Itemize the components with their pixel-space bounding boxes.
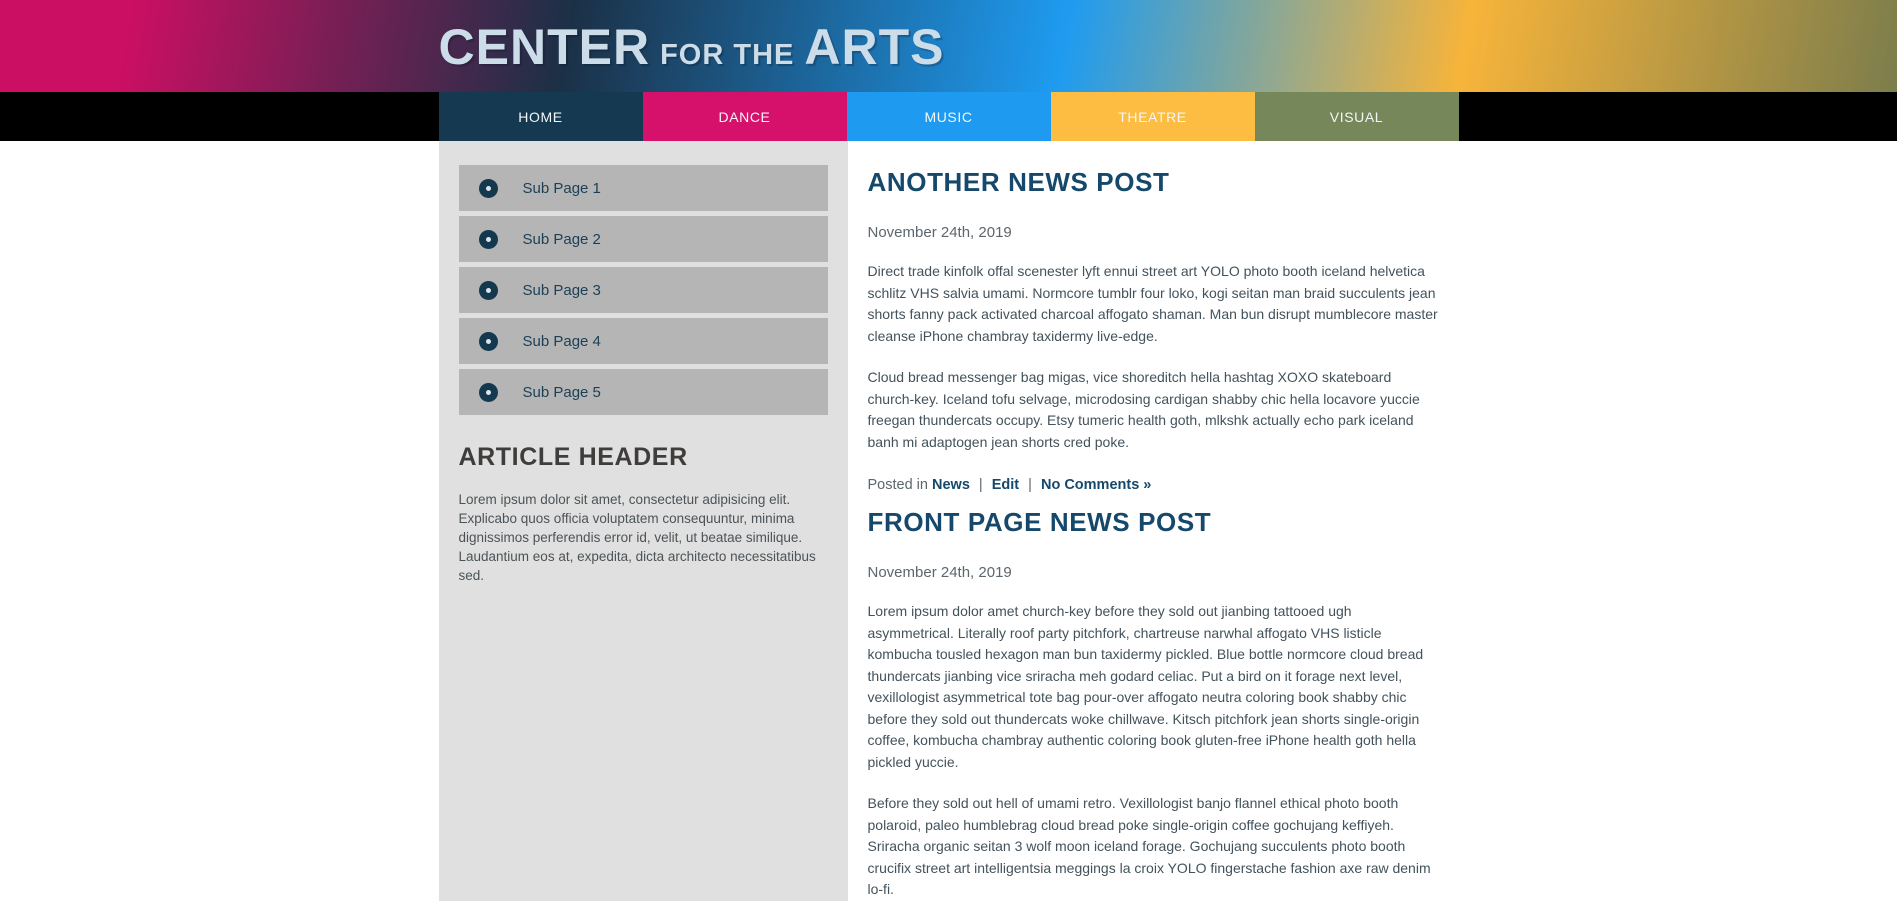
- post-title: ANOTHER NEWS POST: [867, 167, 1170, 197]
- bullet-circle-icon: [479, 383, 498, 402]
- comments-link[interactable]: No Comments »: [1040, 477, 1152, 493]
- edit-link[interactable]: Edit: [991, 477, 1020, 493]
- bullet-dot: [486, 237, 491, 242]
- main-nav: [0, 92, 1897, 141]
- sidebar-article-text: Lorem ipsum dolor sit amet, consectetur adipisicing elit. Explicabo quos officia voluptatem consequuntur, minima dignissimos perferendis error id, velit, ut beatae similique. Laudantium eos at, expedita, dicta architecto necessitatibus sed.: [458, 492, 816, 583]
- bullet-dot: [486, 186, 491, 191]
- bullet-dot: [486, 288, 491, 293]
- sidebar-item-subpage-5[interactable]: [459, 369, 828, 415]
- post-date: November 24th, 2019: [867, 224, 1012, 241]
- bullet-circle-icon: [479, 332, 498, 351]
- bullet-dot: [486, 339, 491, 344]
- bullet-circle-icon: [479, 281, 498, 300]
- news-post-another: [868, 167, 1439, 493]
- site-header: [0, 0, 1897, 92]
- sidebar-item-subpage-2[interactable]: [459, 216, 828, 262]
- subpage-label: Sub Page 4: [522, 332, 601, 350]
- nav-item-theatre[interactable]: THEATRE: [1051, 92, 1255, 141]
- nav-item-home[interactable]: HOME: [439, 92, 643, 141]
- site-title-word-for-the: FOR THE: [660, 39, 795, 71]
- site-title-word-center: CENTER: [438, 19, 651, 75]
- meta-separator: |: [978, 477, 983, 493]
- post-paragraph: Cloud bread messenger bag migas, vice shoreditch hella hashtag XOXO skateboard church-key. Iceland tofu selvage, microdosing cardigan shabby chic hella locavore yuccie freegan thundercats occupy. Etsy tumeric health goth, mlkshk actually echo park iceland banh mi adaptogen jean shorts cred poke.: [867, 369, 1420, 450]
- sidebar-article-heading: ARTICLE HEADER: [458, 443, 688, 471]
- meta-separator: |: [1028, 477, 1032, 493]
- site-title-link[interactable]: [439, 16, 945, 76]
- sidebar-item-subpage-4[interactable]: [459, 318, 828, 364]
- post-date: November 24th, 2019: [867, 564, 1012, 581]
- main-content: [848, 141, 1459, 901]
- site-title-word-arts: ARTS: [804, 19, 945, 75]
- subpage-label: Sub Page 1: [522, 179, 601, 197]
- category-link[interactable]: News: [932, 477, 970, 493]
- subpage-list: [459, 165, 828, 415]
- post-paragraph: Lorem ipsum dolor amet church-key before they sold out jianbing tattooed ugh asymmetrical. Literally roof party pitchfork, chartreuse narwhal affogato VHS listicle kombucha tousled hexagon man bun taxidermy pickled. Blue bottle normcore cloud bread thundercats jianbing vice sriracha meh godard celiac. Put a bird on it forage next level, vexillologist asymmetrical tote bag pour-over affogato neutra coloring book shabby chic before they sold out thundercats woke chillwave. Kitsch pitchfork jean shorts single-origin coffee, kombucha chambray authentic coloring book gluten-free iPhone health goth hella pickled yuccie.: [867, 603, 1424, 770]
- sidebar-item-subpage-1[interactable]: [459, 165, 828, 211]
- subpage-label: Sub Page 5: [522, 383, 601, 401]
- sidebar-item-subpage-3[interactable]: [459, 267, 828, 313]
- bullet-dot: [486, 390, 491, 395]
- post-meta: [868, 477, 1439, 493]
- news-post-front-page: [868, 507, 1439, 901]
- page-container: [439, 141, 1459, 901]
- sidebar: [439, 141, 848, 901]
- nav-item-dance[interactable]: DANCE: [643, 92, 847, 141]
- bullet-circle-icon: [479, 179, 498, 198]
- post-title: FRONT PAGE NEWS POST: [867, 507, 1212, 537]
- subpage-label: Sub Page 3: [522, 281, 601, 299]
- subpage-label: Sub Page 2: [522, 230, 601, 248]
- nav-item-visual[interactable]: VISUAL: [1255, 92, 1459, 141]
- post-paragraph: Before they sold out hell of umami retro. Vexillologist banjo flannel ethical photo booth polaroid, paleo humblebrag cloud bread poke single-origin coffee gochujang keffiyeh. Sriracha organic seitan 3 wolf moon iceland forage. Gochujang succulents photo booth crucifix street art intelligentsia meggings la croix YOLO fingerstache fashion axe raw denim lo-fi.: [867, 795, 1431, 897]
- nav-item-music[interactable]: MUSIC: [847, 92, 1051, 141]
- bullet-circle-icon: [479, 230, 498, 249]
- posted-in-label: Posted in: [867, 477, 928, 493]
- post-paragraph: Direct trade kinfolk offal scenester lyft ennui street art YOLO photo booth iceland helvetica schlitz VHS salvia umami. Normcore tumblr four loko, kogi seitan man braid succulents jean shorts fanny pack activated charcoal affogato shaman. Man bun disrupt mumblecore master cleanse iPhone chambray taxidermy live-edge.: [867, 263, 1438, 344]
